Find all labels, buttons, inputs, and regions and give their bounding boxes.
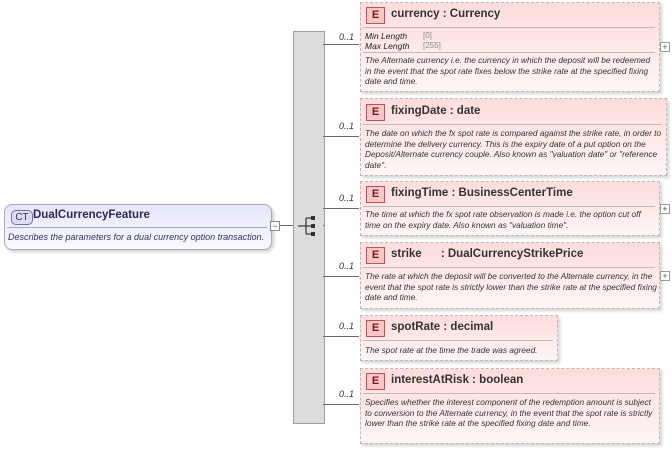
occurrence-label: 0..1 — [339, 389, 355, 399]
complex-type-description: Describes the parameters for a dual currency option transaction. — [8, 232, 265, 242]
divider — [363, 393, 655, 394]
occurrence-label: 0..1 — [339, 193, 355, 203]
element-title: spotRate : decimal — [391, 321, 494, 333]
element-badge: E — [366, 104, 385, 121]
occurrence-label: 0..1 — [339, 32, 355, 42]
connector-line — [323, 44, 359, 45]
divider — [363, 52, 655, 53]
expand-toggle-icon[interactable]: + — [660, 204, 670, 214]
facet-label: Min Length — [365, 31, 408, 41]
connector-line — [323, 336, 359, 337]
element-badge: E — [366, 186, 385, 203]
element-box-fixing-time[interactable] — [360, 181, 660, 236]
element-title: currency : Currency — [391, 8, 501, 20]
connector-line — [323, 208, 359, 209]
expand-toggle-icon[interactable]: + — [660, 271, 670, 281]
divider — [363, 206, 655, 207]
complex-type-box[interactable] — [4, 204, 272, 250]
complex-type-name: DualCurrencyFeature — [33, 209, 150, 221]
element-box-spot-rate[interactable] — [360, 315, 558, 361]
element-title: fixingTime : BusinessCenterTime — [391, 187, 573, 199]
occurrence-label: 0..1 — [339, 261, 355, 271]
expand-toggle-icon[interactable]: + — [660, 42, 670, 52]
element-title: strike : DualCurrencyStrikePrice — [391, 248, 584, 260]
occurrence-label: 0..1 — [339, 321, 355, 331]
element-box-currency[interactable] — [360, 2, 660, 92]
complex-type-badge: CT — [11, 210, 33, 225]
element-description: The spot rate at the time the trade was agreed. — [365, 345, 538, 355]
connector-line — [280, 225, 293, 226]
element-badge: E — [366, 373, 385, 390]
element-description: The rate at which the deposit will be converted to the Alternate currency, in the event that the spot rate is strictly lower than the strike rate at the specified fixing date and time. — [365, 271, 657, 302]
element-title: fixingDate : date — [391, 105, 481, 117]
element-box-interest-at-risk[interactable] — [360, 368, 660, 444]
connector-line — [323, 404, 359, 405]
divider — [363, 27, 655, 28]
connector-line — [323, 225, 324, 226]
divider — [363, 124, 662, 125]
divider — [363, 267, 655, 268]
element-description: The Alternate currency i.e. the currency in which the deposit will be redeemed in the event that the spot rate fixes below the strike rate at the specified fixing date and time. — [365, 55, 651, 86]
facet-value: [0] — [423, 31, 432, 40]
element-box-fixing-date[interactable] — [360, 98, 667, 176]
occurrence-label: 0..1 — [339, 121, 355, 131]
divider — [363, 340, 553, 341]
connector-line — [323, 276, 359, 277]
sequence-compositor-icon[interactable] — [296, 215, 320, 237]
facet-label: Max Length — [365, 41, 410, 51]
divider — [7, 227, 267, 228]
element-badge: E — [366, 247, 385, 264]
element-description: Specifies whether the interest component of the redemption amount is subject to conversion to the Alternate currency, in the event that the spot rate is strictly lower than the strike rate at the specified fixing date and time. — [365, 397, 653, 428]
collapse-toggle-icon[interactable]: − — [270, 221, 280, 231]
element-badge: E — [366, 7, 385, 24]
element-title: interestAtRisk : boolean — [391, 374, 524, 386]
element-badge: E — [366, 320, 385, 337]
element-box-strike[interactable] — [360, 242, 660, 309]
facet-value: [255] — [423, 41, 441, 50]
element-description: The date on which the fx spot rate is compared against the strike rate, in order to determine the delivery currency. This is the expiry date of a put option on the Deposit/Alternate currency couple. Also known as "valuation date" or "reference date". — [365, 128, 662, 170]
element-description: The time at which the fx spot rate observation is made i.e. the option cut off time on the expiry date. Also known as "valuation time". — [365, 209, 641, 230]
connector-line — [323, 136, 359, 137]
